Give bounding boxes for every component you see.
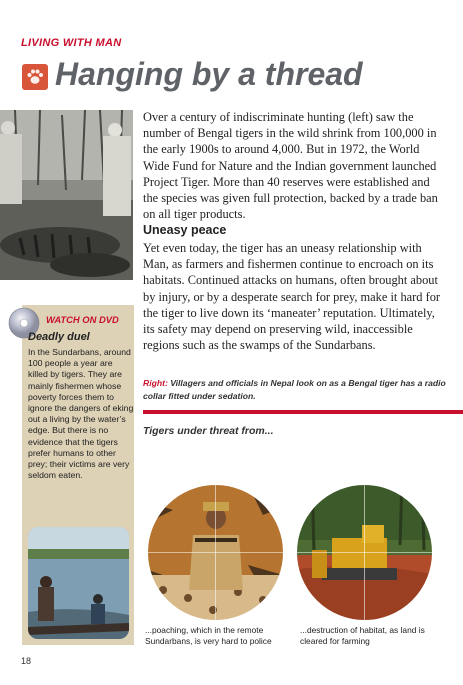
habitat-destruction-photo (292, 480, 437, 625)
page-title: Hanging by a thread (55, 56, 363, 92)
caption-text: Villagers and officials in Nepal look on as a Bengal tiger has a radio collar fitted under sedation. (143, 378, 446, 401)
poaching-photo (143, 480, 288, 625)
sidebar-title: Deadly duel (28, 331, 90, 343)
caption-lead: Right: (143, 378, 168, 388)
hunters-photo (0, 110, 133, 280)
threats-heading: Tigers under threat from... (143, 425, 274, 437)
intro-paragraph: Over a century of indiscriminate hunting (left) saw the number of Bengal tigers in the wild shrink from 100,000 in the early 1900s to around 4,000. But in 1972, the World Wide Fund for Nature and the Indian government launched Project Tiger. More than 40 reserves were established and the species was given full protection, backed by a trade ban on all tiger products. (143, 110, 438, 222)
photo-caption (143, 377, 448, 402)
uneasy-peace-paragraph: Yet even today, the tiger has an uneasy relationship with Man, as farmers and fishermen continue to encroach on its habitats. Continued attacks on humans, often brought about by injury, or by a desperate search for prey, make it hard for the tiger to live down its ‘maneater’ reputation. Ultimately, its safety may depend on preserving wild, inaccessible regions such as the swamps of the Sundarbans. (143, 241, 441, 353)
habitat-caption: ...destruction of habitat, as land is cleared for farming (300, 625, 425, 646)
divider-rule (143, 410, 463, 414)
section-label: LIVING WITH MAN (21, 37, 122, 49)
page-number: 18 (21, 656, 32, 666)
tiger-paw-icon (22, 64, 48, 90)
sidebar-text: In the Sundarbans, around 100 people a year are killed by tigers. They are mainly fishermen whose poverty forces them to ignore the dangers of eking out a living by the water’s edge. But there is no evidence that the tigers prefer humans to other prey; their victims are very seldom eaten. (28, 347, 134, 481)
watch-on-dvd-label: WATCH ON DVD (46, 314, 119, 325)
fishermen-photo (28, 527, 129, 639)
uneasy-peace-heading: Uneasy peace (143, 223, 227, 237)
poaching-caption: ...poaching, which in the remote Sundarbans, is very hard to police (145, 625, 272, 646)
